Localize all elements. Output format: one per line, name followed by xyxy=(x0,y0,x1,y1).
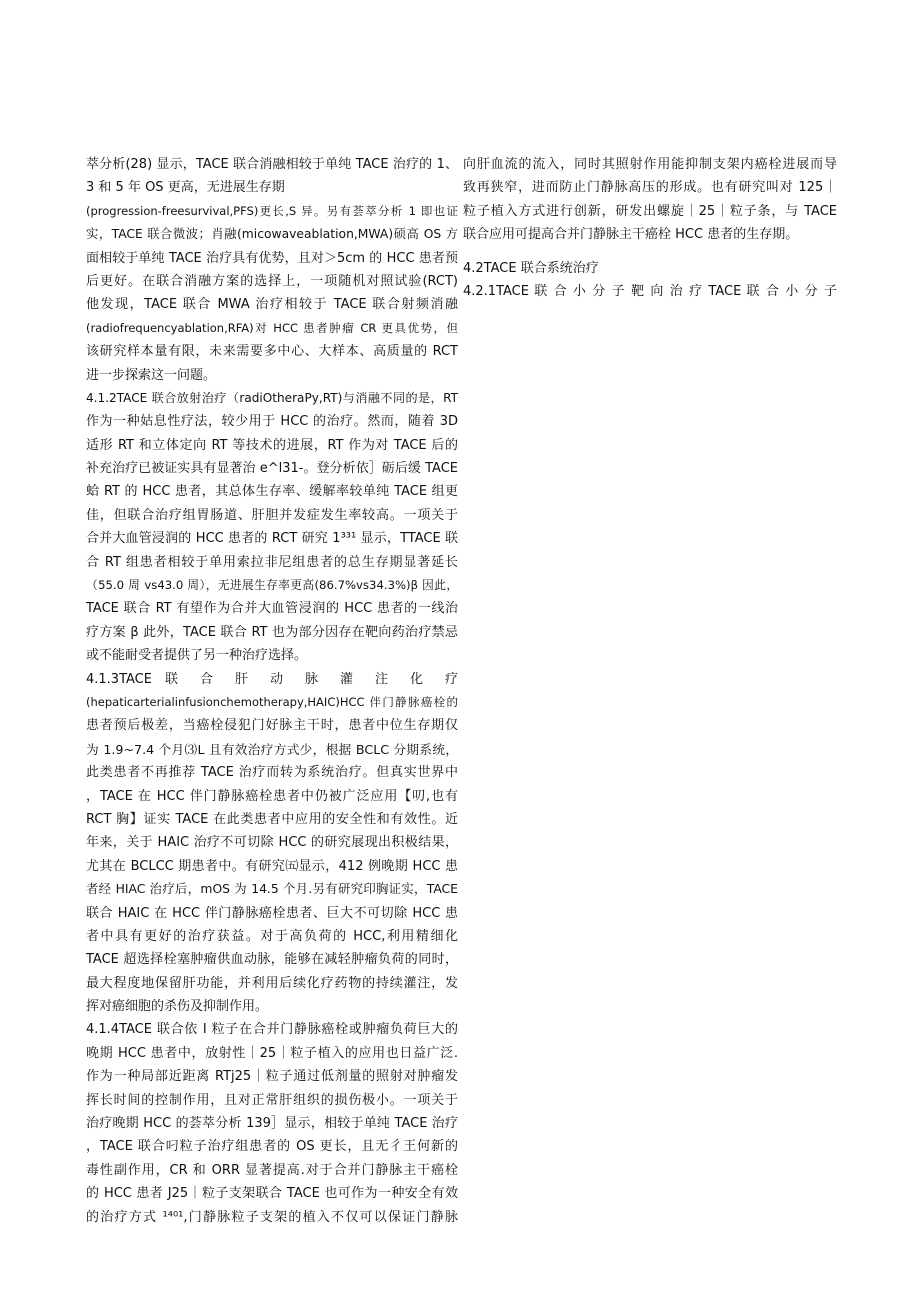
text-line: 晚期 HCC 患者中，放射性｜25｜粒子植入的应用也日益广泛. xyxy=(86,1045,458,1061)
text-line: 适形 RT 和立体定向 RT 等技术的进展，RT 作为对 TACE 后的 xyxy=(86,437,458,453)
text-line: 联合应用可提高合并门静脉主干癌栓 HCC 患者的生存期。 xyxy=(463,227,799,243)
text-line: 尤其在 BCLCC 期患者中。有研究㈤显示，412 例晚期 HCC 患 xyxy=(86,858,458,874)
text-line: 挥长时间的控制作用，且对正常肝组织的损伤极小。一项关于 xyxy=(86,1092,458,1108)
text-line: 作为一种姑息性疗法，较少用于 HCC 的治疗。然而，随着 3D xyxy=(86,414,458,430)
text-line: RCT 胸】证实 TACE 在此类患者中应用的安全性和有效性。近 xyxy=(86,811,458,827)
text-line: 进一步探索这一问题。 xyxy=(86,367,217,383)
text-line: 后更好。在联合消融方案的选择上，一项随机对照试验(RCT) xyxy=(86,273,458,289)
text-line: 此类患者不再推荐 TACE 治疗而转为系统治疗。但真实世界中 xyxy=(86,765,458,781)
text-line: 患者预后极差，当癌栓侵犯门好脉主干时，患者中位生存期仅 xyxy=(86,718,458,734)
text-line: 挥对癌细胞的杀伤及抑制作用。 xyxy=(86,999,269,1015)
text-line: (radiofrequencyablation,RFA)对 HCC 患者肿瘤 CR 更具优势，但 xyxy=(86,320,458,335)
text-line: 合 RT 组患者相较于单用索拉非尼组患者的总生存期显著延长 xyxy=(86,554,458,570)
section-heading-4-1-3: 4.1.3TACE 联 合 肝 动 脉 灌 注 化 疗 xyxy=(86,671,458,687)
text-line: 疗方案 β 此外，TACE 联合 RT 也为部分因存在靶向药治疗禁忌 xyxy=(86,624,458,640)
text-line: 的 HCC 患者 J25｜粒子支架联合 TACE 也可作为一种安全有效 xyxy=(86,1186,458,1202)
text-line: 实，TACE 联合微波；肖融(micowaveablation,MWA)硕高 OS 方 xyxy=(86,227,458,242)
text-line: 年来，关于 HAIC 治疗不可切除 HCC 的研究展现出积极结果， xyxy=(86,835,458,851)
text-line: 3 和 5 年 OS 更高，无进展生存期 xyxy=(86,180,285,196)
section-heading-4-2-1: 4.2.1TACE 联 合 小 分 子 靶 向 治 疗 TACE 联 合 小 分 子 xyxy=(463,283,837,299)
left-text-column xyxy=(86,153,458,1229)
text-line: 作为一种局部近距离 RTj25｜粒子通过低剂量的照射对肿瘤发 xyxy=(86,1069,458,1085)
text-line: 治疗晚期 HCC 的荟萃分析 139］显示，相较于单纯 TACE 治疗 xyxy=(86,1116,458,1132)
text-line: TACE 联合 RT 有望作为合并大血管浸润的 HCC 患者的一线治 xyxy=(86,601,458,617)
text-line: 佳，但联合治疗组胃肠道、肝胆并发症发生率较高。一项关于 xyxy=(86,507,458,523)
text-line: ，TACE 联合叼粒子治疗组患者的 OS 更长，且无彳王何新的 xyxy=(86,1139,458,1155)
text-line: 者中具有更好的治疗获益。对于高负荷的 HCC,利用精细化 xyxy=(86,928,458,944)
text-line: 毒性副作用，CR 和 ORR 显著提高.对于合并门静脉主干癌栓 xyxy=(86,1162,458,1178)
text-line: 补充治疗已被证实具有显著治 e^l31-。登分析依］砺后缓 TACE xyxy=(86,461,458,477)
right-text-column xyxy=(463,153,837,303)
text-line: (progression-freesurvival,PFS)更长,S 异。另有荟萃分析 1 即也证 xyxy=(86,203,458,218)
text-line: 或不能耐受者提供了另一种治疗选择。 xyxy=(86,648,308,664)
text-line: 该研究样本量有限，未来需要多中心、大样本、高质量的 RCT xyxy=(86,344,458,360)
text-line: (hepaticarterialinfusionchemotherapy,HAIC)HCC 伴门静脉癌栓的 xyxy=(86,694,458,709)
text-line: ，TACE 在 HCC 伴门静脉癌栓患者中仍被广泛应用【叨,也有 xyxy=(86,788,458,804)
text-line: 合并大血管浸润的 HCC 患者的 RCT 研究 1³³¹ 显示，TTACE 联 xyxy=(86,531,458,547)
section-heading-4-2: 4.2TACE 联合系统治疗 xyxy=(463,260,599,276)
text-line: 致再狭窄，进而防止门静脉高压的形成。也有研究叫对 125｜ xyxy=(463,180,837,196)
text-line: 粒子植入方式进行创新，研发出螺旋｜25｜粒子条，与 TACE xyxy=(463,203,837,219)
section-heading-4-1-2: 4.1.2TACE 联合放射治疗（radiOtheraPy,RT)与消融不同的是，RT xyxy=(86,390,458,405)
text-line: 的治疗方式 ¹⁴⁰¹,门静脉粒子支架的植入不仅可以保证门静脉 xyxy=(86,1209,458,1225)
section-heading-4-1-4: 4.1.4TACE 联合依 I 粒子在合并门静脉癌栓或肿瘤负荷巨大的 xyxy=(86,1022,458,1038)
text-line: TACE 超选择栓塞肿瘤供血动脉，能够在减轻肿瘤负荷的同时， xyxy=(86,952,458,968)
text-line: 蛤 RT 的 HCC 患者，其总体生存率、缓解率较单纯 TACE 组更 xyxy=(86,484,458,500)
text-line: 萃分析(28) 显示，TACE 联合消融相较于单纯 TACE 治疗的 1、 xyxy=(86,157,458,172)
text-line: 向肝血流的流入，同时其照射作用能抑制支架内癌栓进展而导 xyxy=(463,157,837,172)
text-line: 最大程度地保留肝功能，并利用后续化疗药物的持续灌注，发 xyxy=(86,975,458,991)
text-line: 者经 HIAC 治疗后，mOS 为 14.5 个月.另有研究印胸证实，TACE xyxy=(86,882,458,897)
text-line: 面相较于单纯 TACE 治疗具有优势，且对＞5cm 的 HCC 患者预 xyxy=(86,250,458,266)
text-line: 为 1.9~7.4 个月⑶L 且有效治疗方式少，根据 BCLC 分期系统， xyxy=(86,741,458,757)
text-line: 他发现，TACE 联合 MWA 治疗相较于 TACE 联合射频消融 xyxy=(86,297,458,313)
text-line: （55.0 周 vs43.0 周），无进展生存率更高(86.7%vs34.3%)β 因此， xyxy=(86,578,458,593)
paragraph-gap xyxy=(463,247,837,257)
text-line: 联合 HAIC 在 HCC 伴门静脉癌栓患者、巨大不可切除 HCC 患 xyxy=(86,905,458,921)
